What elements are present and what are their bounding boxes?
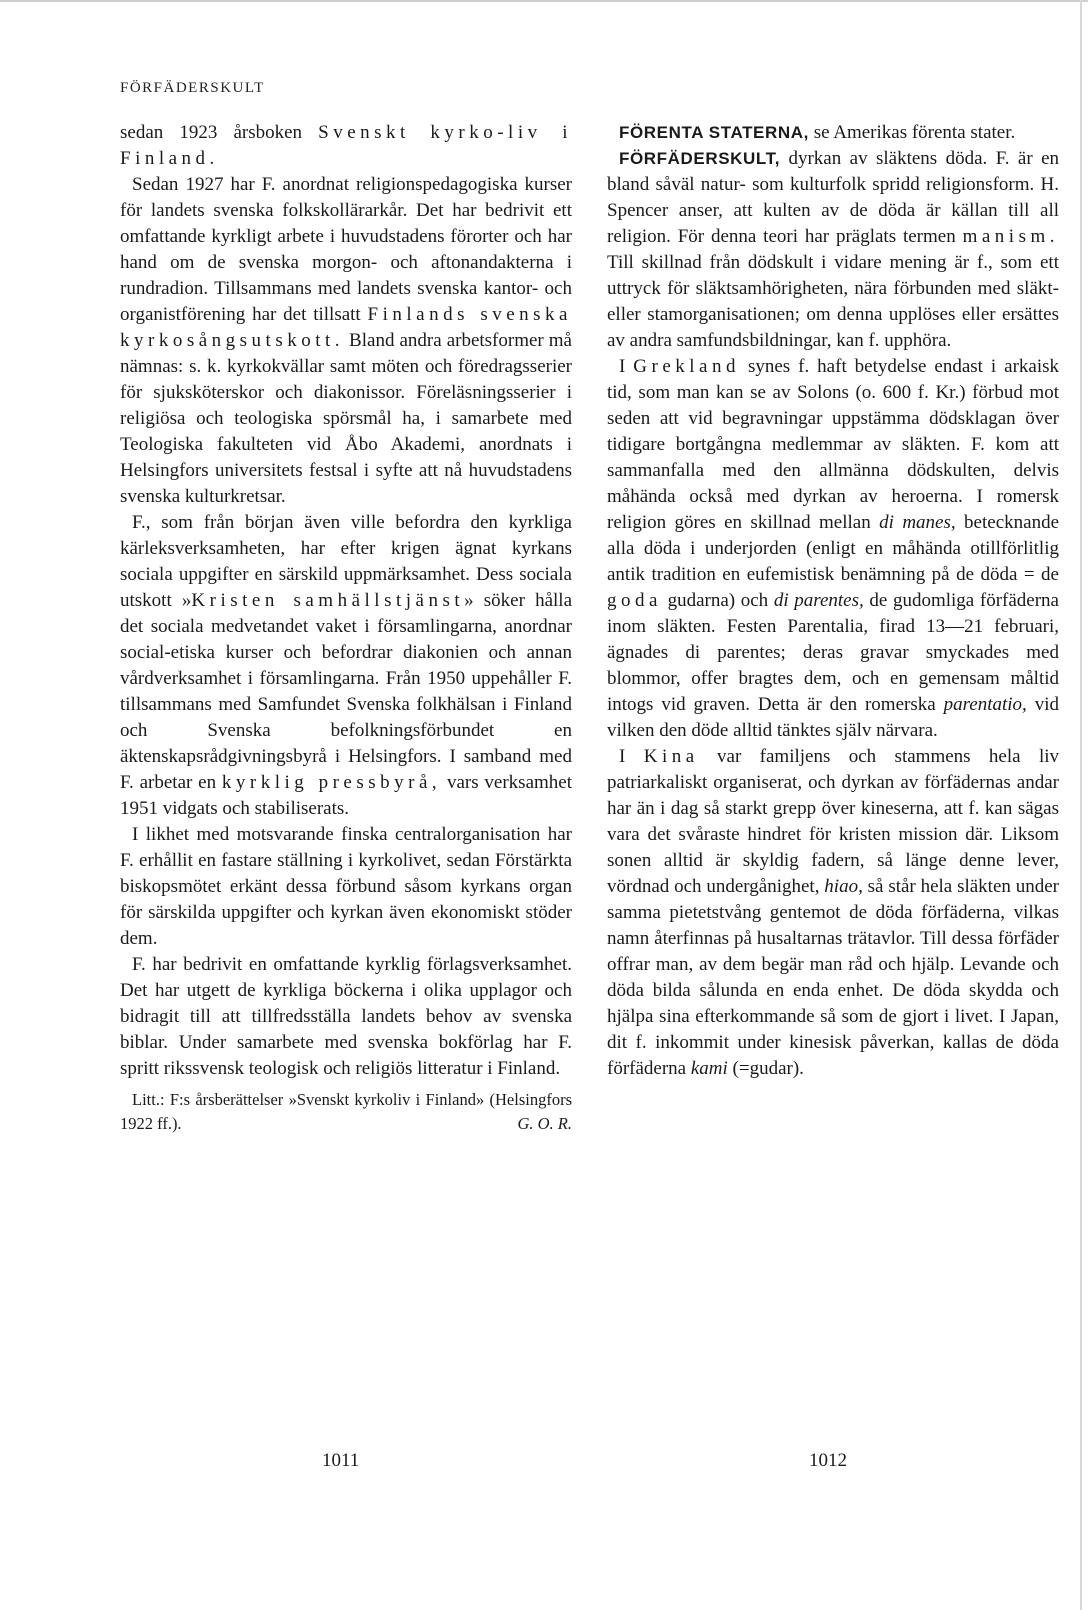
- headword-forfaderskult: FÖRFÄDERSKULT,: [619, 149, 781, 168]
- p3-spaced: Kristen samhällstjänst: [191, 590, 465, 611]
- p3-text-c: vars verksamhet 1951 vidgats och stabiliserats.: [120, 772, 573, 819]
- p3-text: F., som från början även ville befordra den kyrkliga kärleksverksamheten, har efter krigen ägnat kyrkans sociala uppgifter en särskild uppmärksamhet. Dess sociala utskott »: [120, 512, 572, 611]
- grekland-text-d: de gudomliga förfäderna inom släkten. Festen Parentalia, firad 13—21 februari, ägnades di parentes; deras gravar smyckades med blommor, offer bragtes dem, och en gemensam måltid intogs vid graven. Detta är den romerska: [607, 590, 1059, 715]
- right-column: [607, 120, 1059, 1082]
- p4-text: I likhet med motsvarande finska centralorganisation har F. erhållit en fastare ställning i kyrkolivet, sedan Förstärkta biskopsmötet erkänt dessa förbund såsom kyrkans organ för särskilda uppgifter och kyrkan även ekonomiskt stöder dem.: [120, 824, 572, 949]
- paragraph-5: [120, 952, 572, 1082]
- kina-text-b: så står hela släkten under samma pietetstvång gentemot de döda förfäderna, vilkas namn återfinnas på husaltarnas trätavlor. Till dessa förfäder offrar man, av dem begär man råd och hjälp. Levande och döda bilda sålunda en enda enhet. De döda skydda och hjälpa sina efterkommande så som de gjort i livet. I Japan, dit f. inkommit under kinesisk påverkan, kallas de döda förfäderna: [607, 876, 1059, 1079]
- p2-text: Sedan 1927 har F. anordnat religionspedagogiska kurser för landets svenska folkskollärarkår. Det har bedrivit ett omfattande kyrkligt arbete i huvudstadens förorter och har hand om de svenska morgon- och aftonandakterna i rundradion. Tillsammans med landets svenska kantor- och organistförening har det tillsatt: [120, 174, 572, 325]
- grekland-text: synes f. haft betydelse endast i arkaisk tid, som man kan se av Solons (o. 600 f. Kr.) förbud mot seden att vid begravningar uppstämma dödsklagan över tidigare bortgångna medlemmar av släkten. F. kom att sammanfalla med den allmänna dödskulten, delvis måhända också med dyrkan av heroerna. I romersk religion göres en skillnad mellan: [607, 356, 1059, 533]
- italic-parentatio: parentatio,: [943, 694, 1027, 715]
- paragraph-kina: I Kina var familjens och stammens hela liv patriarkaliskt organiserat, och dyrkan av förfädernas andar har än i dag så starkt grepp över kineserna, att f. kan sägas vara det svåraste hindret för kristen mission där. Liksom sonen alltid är skyldig fadern, så länge denne lever, vördnad och undergånighet, hiao, så står hela släkten under samma pietetstvång gentemot de döda förfäderna, vilkas namn återfinnas på husaltarnas trätavlor. Till dessa förfäder offrar man, av dem begär man råd och hjälp. Levande och döda bilda sålunda en enda enhet. De döda skydda och hjälpa sina efterkommande så som de gjort i livet. I Japan, dit f. inkommit under kinesisk påverkan, kallas de döda förfäderna kami (=gudar).: [607, 746, 1060, 1079]
- kina-text: var familjens och stammens hela liv patriarkaliskt organiserat, och dyrkan av förfädernas andar har än i dag så starkt grepp över kineserna, att f. kan sägas vara det svåraste hindret för kristen mission där. Liksom sonen alltid är skyldig fadern, så länge denne lever, vördnad och undergånighet,: [607, 746, 1060, 897]
- paragraph-1: [120, 120, 572, 172]
- italic-hiao: hiao,: [824, 876, 863, 897]
- paragraph-4: [120, 822, 572, 952]
- kina-text-c: (=gudar).: [727, 1058, 804, 1079]
- literature-note: [120, 1088, 572, 1136]
- p2-spaced: Finlands svenska kyrkosångsutskott.: [120, 304, 572, 351]
- p1-text: sedan 1923 årsboken: [120, 122, 319, 143]
- paragraph-grekland: I Grekland synes f. haft betydelse endast i arkaisk tid, som man kan se av Solons (o. 600 f. Kr.) förbud mot seden att vid begravningar uppstämma dödsklagan över tidigare bortgångna medlemmar av släkten. F. kom att sammanfalla med den allmänna dödskulten, delvis måhända också med dyrkan av heroerna. I romersk religion göres en skillnad mellan di manes, betecknande alla döda i underjorden (enligt en måhända otillförlitlig antik tradition en eufemistisk benämning på de döda = de goda gudarna) och di parentes, de gudomliga förfäderna inom släkten. Festen Parentalia, firad 13—21 februari, ägnades di parentes; deras gravar smyckades med blommor, offer bragtes dem, och en gemensam måltid intogs vid graven. Detta är den romerska parentatio, vid vilken den döde alltid tänktes själv närvara.: [607, 356, 1060, 741]
- p3-text-b: » söker hålla det sociala medvetandet vaket i församlingarna, anordnar social-etiska kurser och befordrar diakonien och annan vårdverksamhet i församlingarna. Från 1950 uppehåller F. tillsammans med Samfundet Svenska folkhälsan i Finland och Svenska befolkningsförbundet en äktenskapsrådgivningsbyrå i Helsingfors. I samband med F. arbetar en: [120, 590, 573, 793]
- entry2-text-b: Till skillnad från dödskult i vidare mening är f., som ett uttryck för släktsamhörigheten, nära förbunden med släkt- eller stamorganisationen; om denna upplöses eller ersättes av andra samfundsbildningar, kan f. upphöra.: [607, 252, 1059, 351]
- entry-forenta-staterna: [607, 120, 1059, 146]
- page-number-left: 1011: [322, 1450, 360, 1471]
- entry-forfaderskult: [607, 146, 1059, 354]
- p3-spaced-2: kyrklig pressbyrå,: [221, 772, 442, 793]
- grekland-text-b: betecknande alla döda i underjorden (enligt en måhända otillförlitlig antik tradition en eufemistisk benämning på de döda = de: [607, 512, 1060, 585]
- grekland-spaced: Grekland: [633, 356, 740, 377]
- goda-spaced: goda: [607, 590, 662, 611]
- grekland-text-e: vid vilken den döde alltid tänktes själv närvara.: [607, 694, 1059, 741]
- paragraph-2: [120, 172, 572, 510]
- headword-forenta-staterna: FÖRENTA STATERNA,: [619, 123, 809, 142]
- p1-spaced: Svenskt kyrko-liv i Finland.: [120, 122, 572, 169]
- entry1-text: se Amerikas förenta stater.: [808, 122, 1016, 143]
- entry2-text: dyrkan av släktens döda. F. är en bland såväl natur- som kulturfolk spridd religionsform. H. Spencer anser, att kulten av de döda är källan till all religion. För denna teori har präglats termen: [607, 148, 1059, 247]
- running-head: FÖRFÄDERSKULT: [120, 80, 265, 96]
- entry2-spaced: manism.: [962, 226, 1059, 247]
- page-top-edge: [0, 0, 1088, 2]
- kina-spaced: Kina: [643, 746, 699, 767]
- left-column: [120, 120, 572, 1136]
- page-number-right: 1012: [809, 1450, 847, 1471]
- p2-text-b: Bland andra arbetsformer må nämnas: s. k. kyrkokvällar samt möten och föredragsserier för sjuksköterskor och diakonissor. Föreläsningsserier i religiösa och teologiska spörsmål ha, i samarbete med Teologiska fakulteten vid Åbo Akademi, anordnats i Helsingfors universitets festsal i syfte att nå huvudstadens svenska kulturkretsar.: [120, 330, 572, 507]
- author-signature: G. O. R.: [517, 1114, 572, 1133]
- literature-text: Litt.: F:s årsberättelser »Svenskt kyrkoliv i Finland» (Helsingfors 1922 ff.).: [120, 1090, 572, 1133]
- grekland-text-c: gudarna) och: [661, 590, 774, 611]
- p5-text: F. har bedrivit en omfattande kyrklig förlagsverksamhet. Det har utgett de kyrkliga böckerna i olika upplagor och bidragit till att tillfredsställa landets behov av svenska biblar. Under samarbete med svenska bokförlag har F. spritt rikssvensk teologisk och religiös litteratur i Finland.: [120, 954, 572, 1079]
- paragraph-3: [120, 510, 572, 822]
- page-right-edge: [1080, 0, 1082, 1610]
- italic-di-manes: di manes,: [879, 512, 956, 533]
- italic-di-parentes: di parentes,: [773, 590, 864, 611]
- italic-kami: kami: [690, 1058, 728, 1079]
